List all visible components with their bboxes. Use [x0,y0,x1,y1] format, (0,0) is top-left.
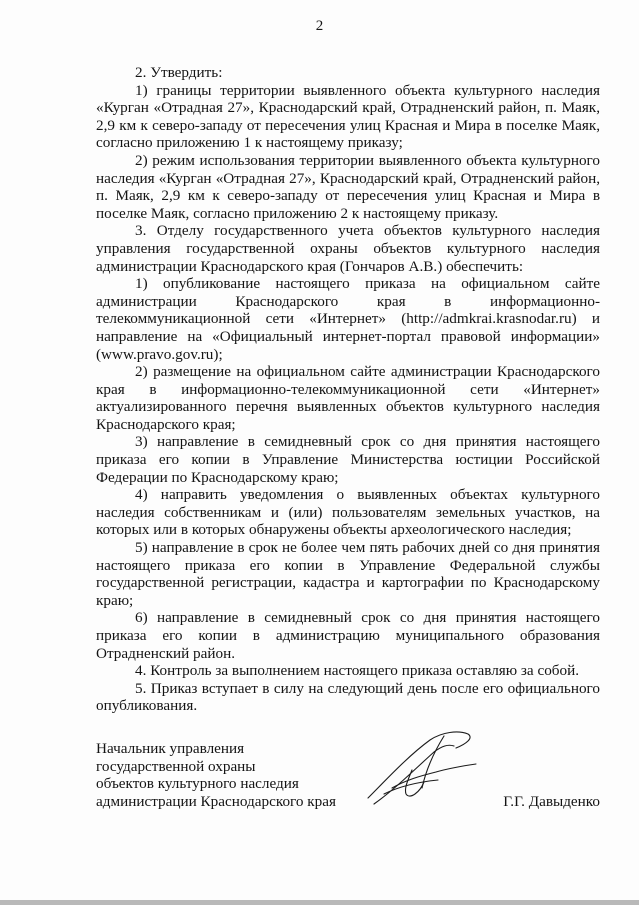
item-4-control: 4. Контроль за выполнением настоящего приказа оставляю за собой. [135,662,580,680]
signer-position-line: объектов культурного наследия [96,775,299,793]
item-5-effective-date: 5. Приказ вступает в силу на следующий день после его официального опубликования. [96,679,600,715]
item-3-3-justice-copy: 3) направление в семидневный срок со дня принятия настоящего приказа его копии в Управление Министерства юстиции Российской Федерации по Краснодарскому краю; [96,433,600,486]
signer-name: Г.Г. Давыденко [503,792,600,810]
page-number: 2 [315,18,324,34]
signer-position-line: администрации Краснодарского края [96,792,336,810]
handwritten-signature [364,730,484,810]
item-3-5-registry-copy: 5) направление в срок не более чем пять рабочих дней со дня принятия настоящего приказа его копии в Управление Федеральной службы государственной регистрации, кадастра и картографии по Краснодарскому краю; [96,539,600,609]
item-3-2-placement: 2) размещение на официальном сайте администрации Краснодарского края в информационно-телекоммуникационной сети «Интернет» актуализированного перечня выявленных объектов культурного наследия Краснодарского края; [96,363,600,433]
item-2-1-boundaries: 1) границы территории выявленного объекта культурного наследия «Курган «Отрадная 27», Краснодарский край, Отрадненский район, п. Маяк, 2,9 км к северо-западу от пересечения улиц Красная и Мира в поселке Маяк, согласно приложению 1 к настоящему приказу; [96,81,600,152]
page-bottom-edge [0,900,639,905]
item-2-2-usage-regime: 2) режим использования территории выявленного объекта культурного наследия «Курган «Отрадная 27», Краснодарский край, Отрадненский район, п. Маяк, 2,9 км к северо-западу от пересечения улиц Красная и Мира в поселке Маяк, согласно приложению 2 к настоящему приказу. [96,151,600,222]
item-3-4-notifications: 4) направить уведомления о выявленных объектах культурного наследия собственникам и (или) пользователям земельных участков, на которых или в которых обнаружены объекты археологического наследия; [96,486,600,539]
item-2-approve: 2. Утвердить: [135,64,223,81]
signature-block [96,740,600,820]
item-3-department: 3. Отделу государственного учета объектов культурного наследия управления государственной охраны объектов культурного наследия администрации Краснодарского края (Гончаров А.В.) обеспечить: [96,222,600,275]
item-3-6-municipal-copy: 6) направление в семидневный срок со дня принятия настоящего приказа его копии в администрацию муниципального образования Отрадненский район. [96,609,600,662]
document-body [96,64,600,715]
item-3-1-publication: 1) опубликование настоящего приказа на официальном сайте администрации Краснодарского края в информационно-телекоммуникационной сети «Интернет» (http://admkrai.krasnodar.ru) и направление на «Официальный интернет-портал правовой информации» (www.pravo.gov.ru); [96,275,600,363]
signer-position-line: государственной охраны [96,757,256,775]
signer-position-line: Начальник управления [96,740,245,757]
